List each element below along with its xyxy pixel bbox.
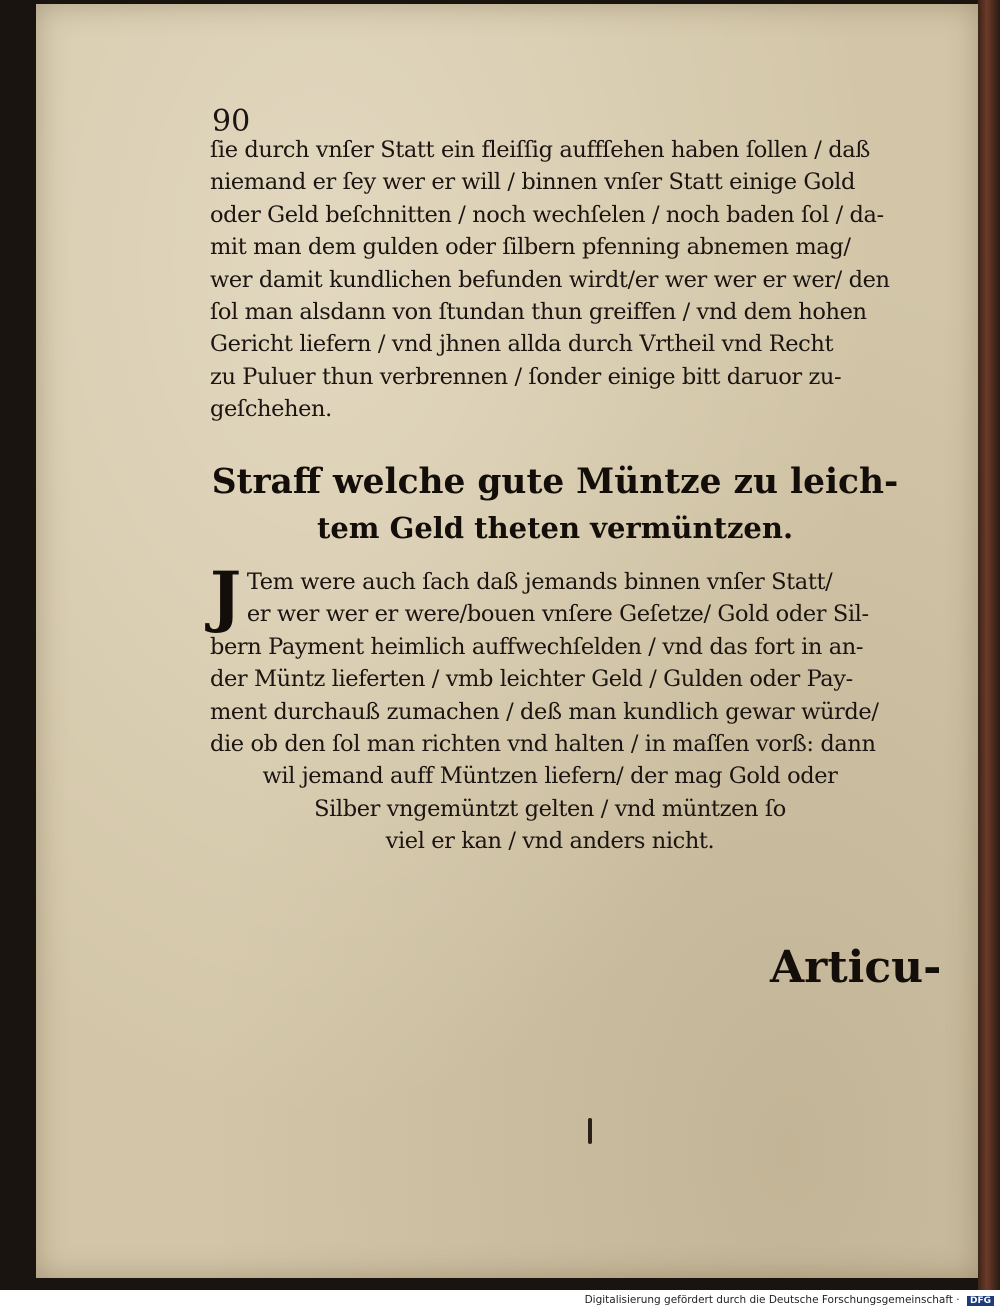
text-line: mit man dem gulden oder ſilbern pfenning abnemen mag/ (210, 234, 851, 261)
printer-mark (588, 1118, 592, 1144)
text-line: ſol man alsdann von ſtundan thun greiffen / vnd dem hohen (210, 299, 867, 326)
text-line: wer damit kundlichen befunden wirdt/er wer wer er wer/ den (210, 266, 890, 293)
paragraph-1 (210, 134, 890, 426)
page-number: 90 (212, 104, 251, 139)
section-heading (210, 456, 900, 548)
text-line: ſie durch vnſer Statt ein fleiſſig auffſehen haben ſollen / daß (210, 137, 870, 163)
text-line: geſchehen. (210, 396, 332, 423)
text-line: Silber vngemüntzt gelten / vnd müntzen ſo (314, 795, 786, 822)
text-line: viel er kan / vnd anders nicht. (385, 828, 715, 855)
text-line: wil jemand auff Müntzen liefern/ der mag Gold oder (262, 763, 838, 790)
text-line: Tem were auch ſach daß jemands binnen vnſer Statt/ (246, 569, 833, 595)
text-line: zu Puluer thun verbrennen / ſonder einige bitt daruor zu- (210, 363, 842, 390)
text-line: ment durchauß zumachen / deß man kundlich gewar würde/ (210, 698, 879, 725)
dfg-logo-icon: DFG (967, 1296, 994, 1306)
text-line: niemand er ſey wer er will / binnen vnſer Statt einige Gold (210, 169, 855, 196)
text-line: die ob den ſol man richten vnd halten / in maſſen vorß: dann (210, 731, 876, 758)
text-line: der Müntz lieferten / vmb leichter Geld / Gulden oder Pay- (210, 666, 853, 693)
heading-line-2: tem Geld theten vermüntzen. (316, 511, 794, 545)
text-line: oder Geld beſchnitten / noch wechſelen / noch baden ſol / da- (210, 201, 884, 228)
heading-line-1: Straff welche gute Müntze zu leich- (211, 462, 899, 502)
book-edge (978, 0, 1000, 1290)
paragraph-2 (210, 557, 890, 858)
text-line: bern Payment heimlich auffwechſelden / vnd das fort in an- (210, 633, 864, 660)
drop-cap: J (210, 557, 241, 635)
footer-text: Digitalisierung gefördert durch die Deutsche Forschungsgemeinschaft · (584, 1294, 960, 1306)
digitization-footer (585, 1294, 994, 1306)
catchword: Articu- (770, 942, 942, 993)
text-line: er wer wer er were/bouen vnſere Geſetze/ Gold oder Sil- (246, 601, 869, 628)
text-line: Gericht liefern / vnd jhnen allda durch Vrtheil vnd Recht (210, 331, 834, 358)
